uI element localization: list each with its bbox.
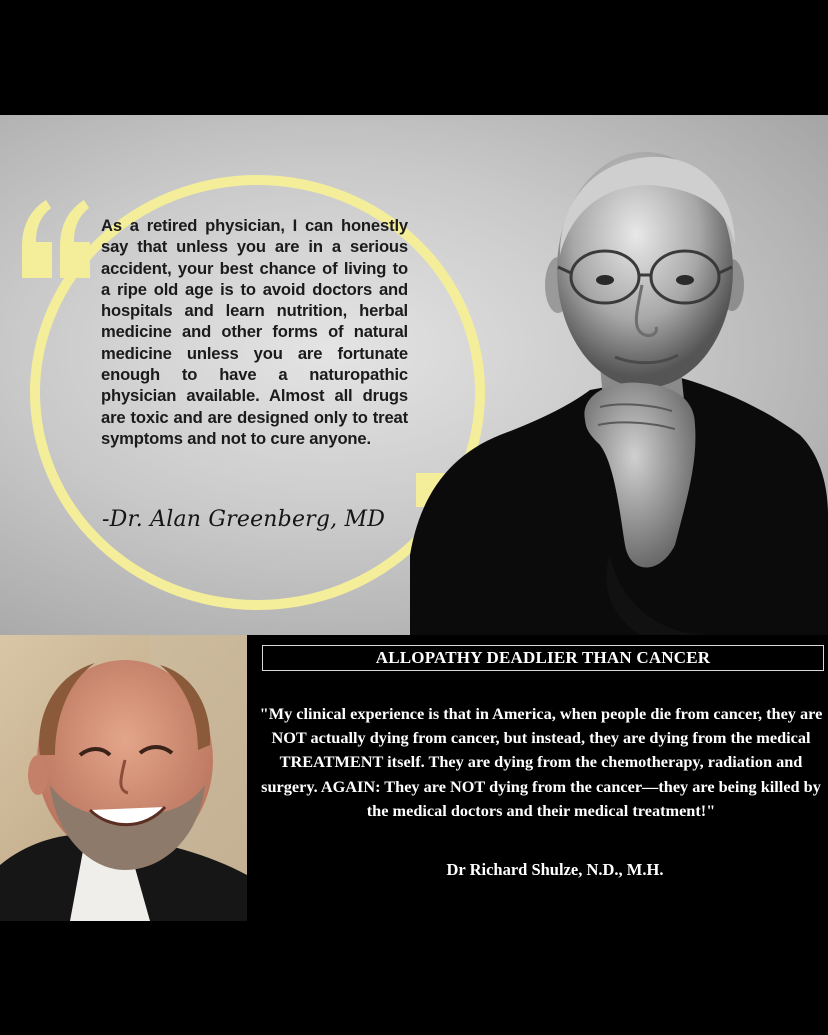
top-quote-panel xyxy=(0,115,828,635)
portrait-alan-greenberg xyxy=(410,135,828,635)
headline-box xyxy=(262,645,824,671)
open-quote-icon xyxy=(18,200,94,280)
shulze-author: Dr Richard Shulze, N.D., M.H. xyxy=(446,860,664,879)
greenberg-signature: -Dr. Alan Greenberg, MD xyxy=(102,507,386,532)
headline: ALLOPATHY DEADLIER THAN CANCER xyxy=(375,648,711,667)
portrait-richard-shulze xyxy=(0,635,247,921)
greenberg-quote-text: As a retired physician, I can honestly say that unless you are in a serious accident, your best chance of living to a ripe old age is to avoid doctors and hospitals and learn nutrition, herbal medicine and other forms of natural medicine unless you are fortunate enough to have a naturopathic physician available. Almost all drugs are toxic and are designed only to treat symptoms and not to cure anyone. xyxy=(101,216,408,448)
shulze-quote-text: "My clinical experience is that in America, when people die from cancer, they are NOT actually dying from cancer, but instead, they are dying from the medical TREATMENT itself. They are dying from the chemotherapy, radiation and surgery. AGAIN: They are NOT dying from the cancer—they are being killed by the medical doctors and their medical treatment!" xyxy=(259,704,823,820)
